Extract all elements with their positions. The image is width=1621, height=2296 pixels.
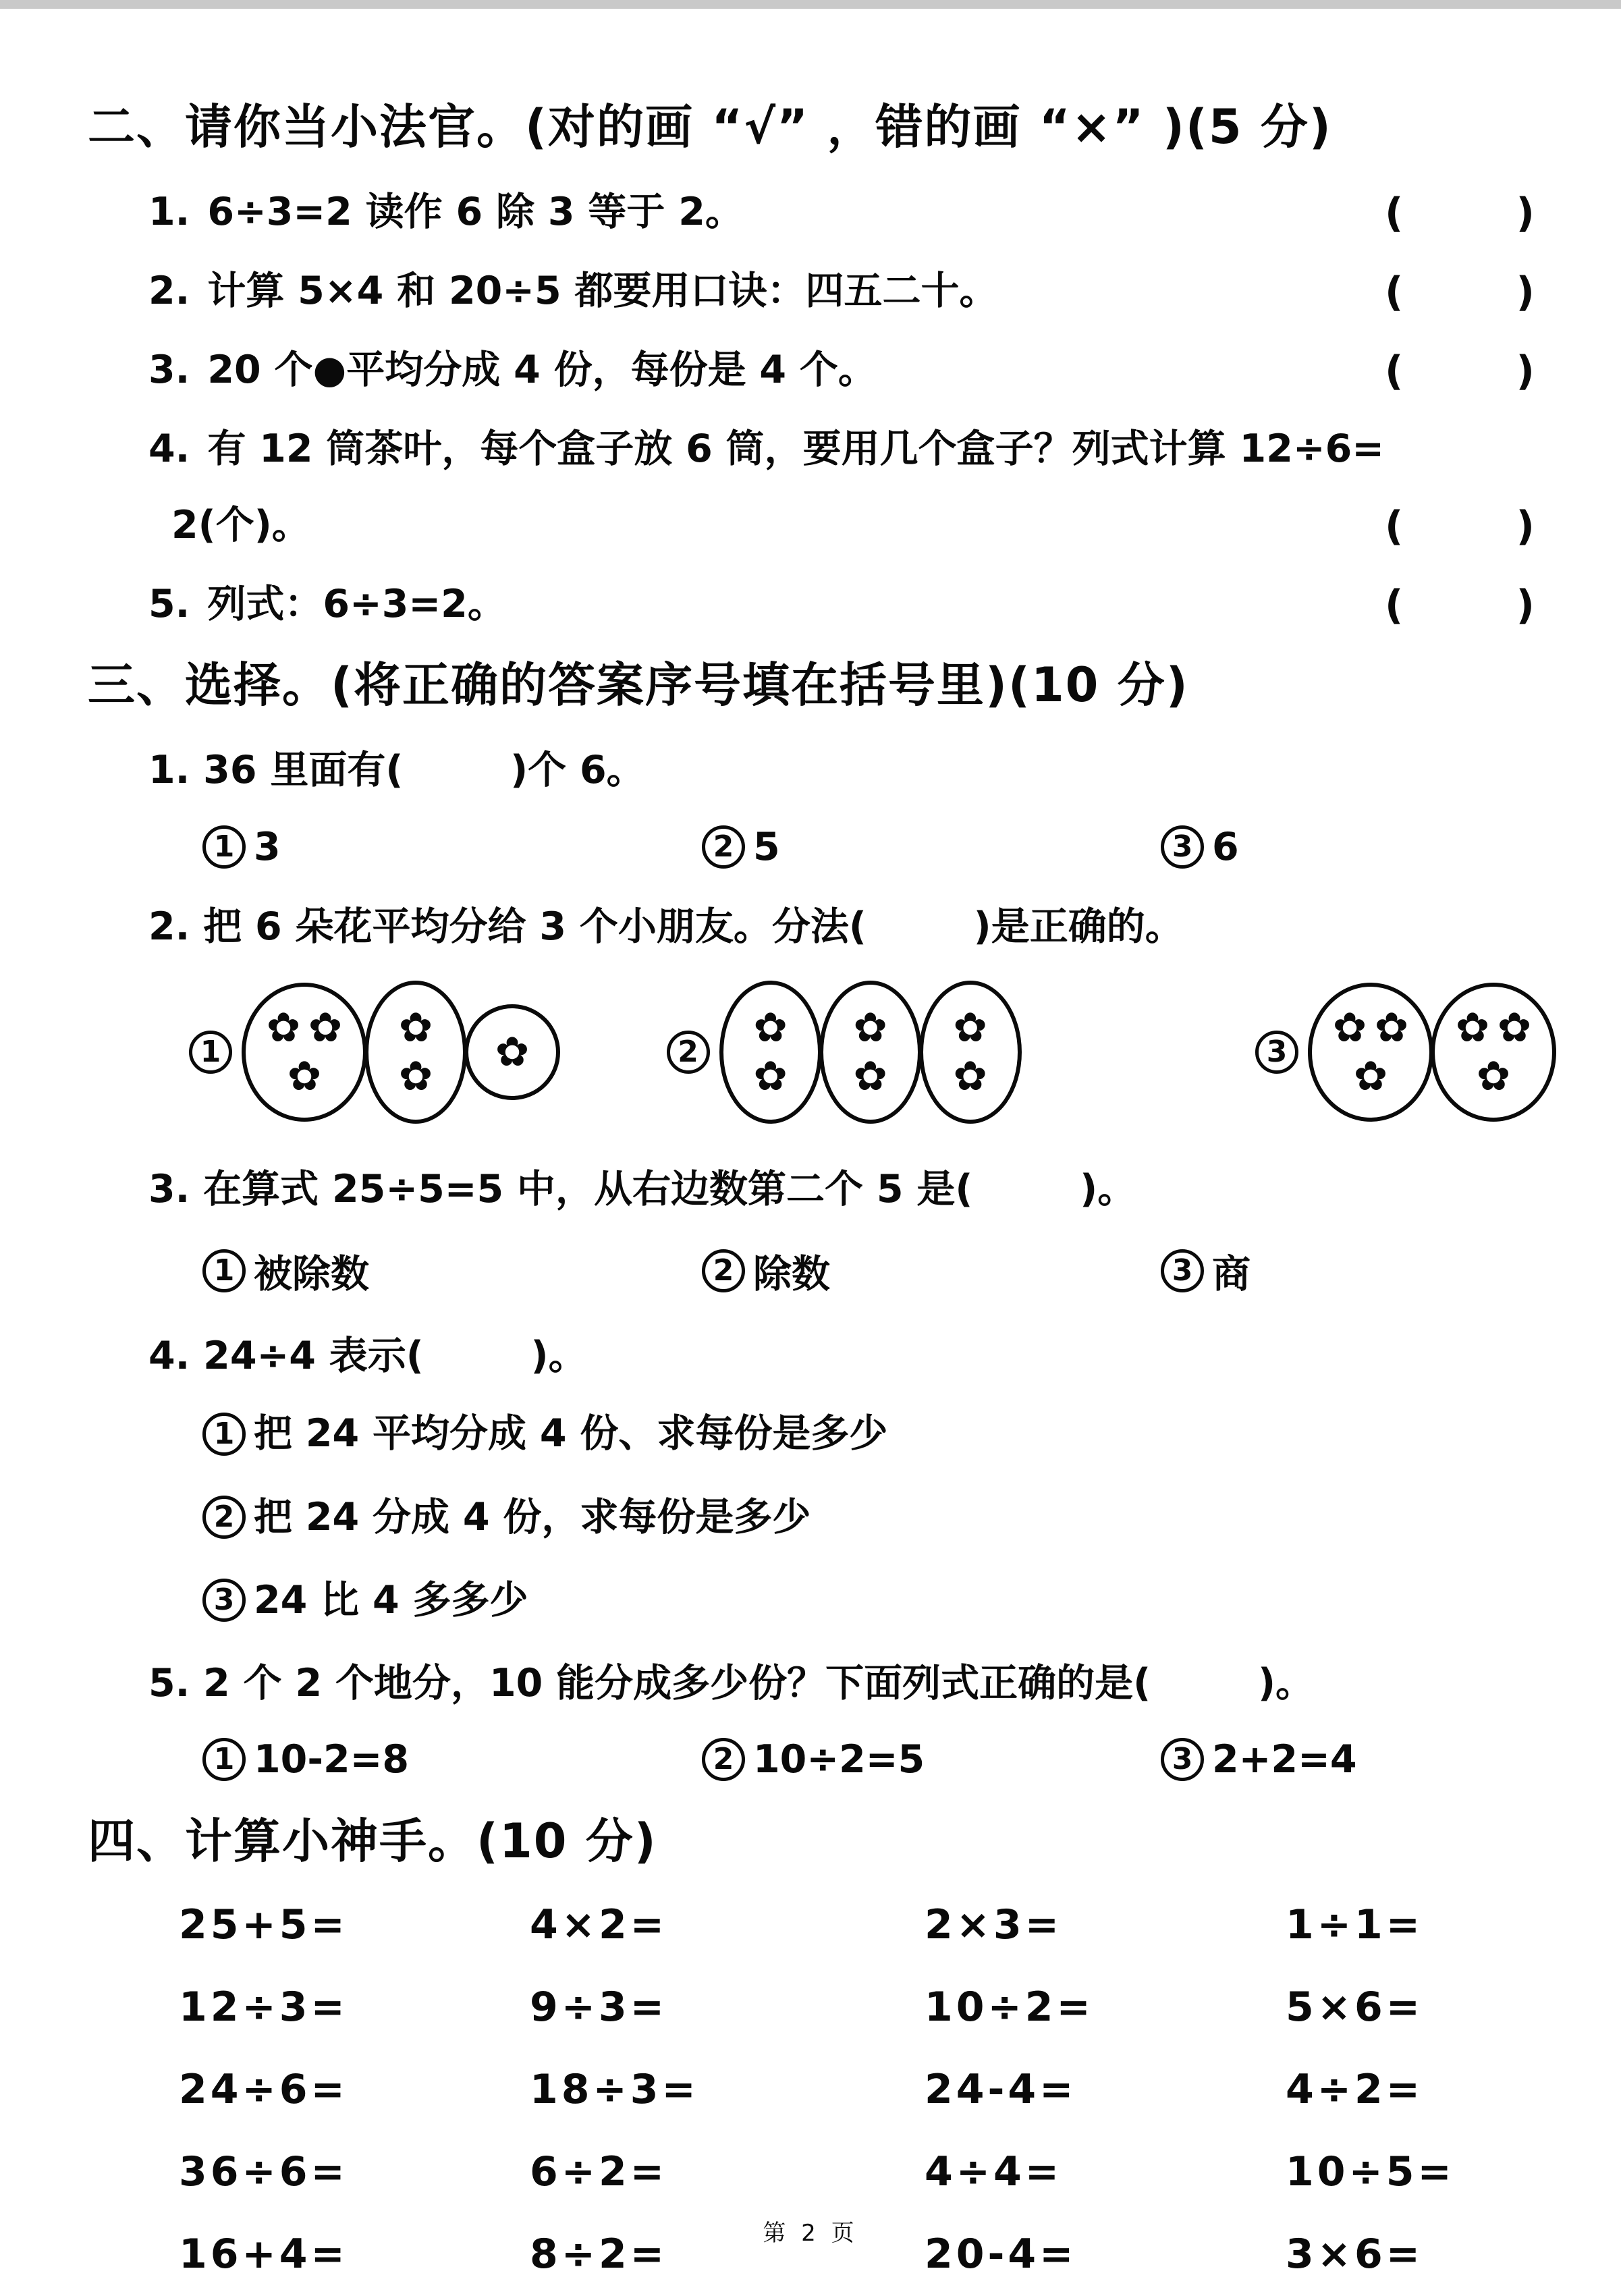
- calc-problem[interactable]: 24÷6=: [179, 2066, 348, 2114]
- answer-paren[interactable]: ( ): [1385, 503, 1535, 551]
- flower-icon: ✿: [1332, 1004, 1367, 1051]
- flower-circle: [242, 983, 367, 1122]
- item-text: 20 个●平均分成 4 份，每份是 4 个。: [207, 348, 877, 392]
- judge-item-3: [148, 346, 1554, 397]
- flower-option-3: [1255, 983, 1554, 1122]
- item-text-continued: 2(个)。: [171, 503, 310, 548]
- calc-problem[interactable]: 6÷2=: [530, 2148, 668, 2196]
- item-number: 2.: [148, 269, 190, 313]
- calc-problem[interactable]: 36÷6=: [179, 2148, 348, 2196]
- calc-problem[interactable]: 5×6=: [1286, 1984, 1424, 2031]
- choice-q4-option-3: [202, 1577, 1554, 1624]
- option-3: [1161, 1243, 1251, 1299]
- option-label: 10-2=8: [254, 1737, 410, 1782]
- flower-icon: ✿: [753, 1004, 788, 1051]
- calc-problem[interactable]: 18÷3=: [530, 2066, 699, 2114]
- choice-q2-text: 2. 把 6 朵花平均分给 3 个小朋友。分法( )是正确的。: [148, 904, 1184, 949]
- calc-problem[interactable]: 12÷3=: [179, 1984, 348, 2031]
- flower-circle: [464, 1004, 560, 1100]
- page-number: 第 2 页: [763, 2220, 858, 2247]
- flower-icon: ✿: [1374, 1004, 1409, 1051]
- option-number-badge: 2: [702, 1249, 745, 1292]
- choice-q1-text: 1. 36 里面有( )个 6。: [148, 748, 645, 793]
- option-number-badge: 1: [202, 1413, 246, 1456]
- option-label: 6: [1212, 824, 1239, 869]
- option-number-badge: 1: [202, 1738, 246, 1781]
- flower-icon: ✿: [953, 1052, 987, 1100]
- item-number: 1.: [148, 190, 190, 234]
- option-1: [202, 825, 702, 869]
- section-judge-title: 二、请你当小法官。(对的画 “√” ，错的画 “×” )(5 分): [88, 99, 1332, 155]
- choice-q4-option-2: [202, 1494, 1554, 1541]
- flower-option-1: [189, 981, 667, 1124]
- option-3: [1161, 1737, 1357, 1782]
- option-number-badge: 3: [1161, 1738, 1204, 1781]
- choice-q4-option-1: [202, 1410, 1554, 1458]
- option-2: [702, 1243, 1161, 1299]
- calc-problem[interactable]: 1÷1=: [1286, 1901, 1424, 1949]
- flower-icon: ✿: [1476, 1052, 1511, 1100]
- flower-icon: ✿: [266, 1004, 301, 1051]
- option-1: [202, 1243, 702, 1299]
- flower-icon: ✿: [308, 1004, 343, 1051]
- item-number: 4.: [148, 427, 190, 471]
- flower-circles: [1308, 983, 1554, 1122]
- judge-item-4: [148, 425, 1554, 473]
- option-label: 10÷2=5: [753, 1737, 925, 1782]
- item-text: 有 12 筒茶叶，每个盒子放 6 筒，要用几个盒子？列式计算 12÷6=: [207, 427, 1385, 471]
- choice-q3-options: [202, 1243, 1554, 1299]
- item-number: 3.: [148, 348, 190, 392]
- flower-icon: ✿: [1497, 1004, 1532, 1051]
- calc-problem[interactable]: 4×2=: [530, 1901, 668, 1949]
- flower-circle: [1308, 983, 1433, 1122]
- flower-icon: ✿: [398, 1004, 433, 1051]
- calc-problem[interactable]: 4÷4=: [925, 2148, 1063, 2196]
- item-number: 5.: [148, 582, 190, 627]
- option-label: 2+2=4: [1212, 1737, 1357, 1782]
- option-number-badge: 1: [202, 825, 246, 869]
- flower-circle: [364, 981, 467, 1124]
- flower-icon: ✿: [287, 1052, 322, 1100]
- answer-paren[interactable]: ( ): [1385, 582, 1535, 630]
- option-number-badge: 2: [702, 1738, 745, 1781]
- calc-problem[interactable]: 24-4=: [925, 2066, 1077, 2114]
- option-label: 把 24 平均分成 4 份、求每份是多少: [254, 1411, 888, 1456]
- option-number-badge: 1: [202, 1249, 246, 1292]
- flower-icon: ✿: [1353, 1052, 1388, 1100]
- answer-paren[interactable]: ( ): [1385, 348, 1535, 395]
- choice-q3-text: 3. 在算式 25÷5=5 中，从右边数第二个 5 是( )。: [148, 1166, 1136, 1211]
- choice-q5-text: 5. 2 个 2 个地分，10 能分成多少份？下面列式正确的是( )。: [148, 1661, 1315, 1705]
- option-number-badge: 3: [1161, 825, 1204, 869]
- option-number-badge: 2: [202, 1496, 246, 1539]
- flower-option-2: [667, 981, 1255, 1124]
- calc-problem[interactable]: 10÷5=: [1286, 2148, 1455, 2196]
- flower-icon: ✿: [853, 1052, 887, 1100]
- flower-icon: ✿: [753, 1052, 788, 1100]
- judge-item-5: [148, 580, 1554, 631]
- judge-item-4-cont: [148, 501, 1554, 552]
- section-choice: [88, 659, 1554, 1782]
- section-judge: [88, 101, 1554, 631]
- option-number-badge: 3: [1255, 1031, 1298, 1074]
- option-number-badge: 2: [667, 1031, 710, 1074]
- calc-problem[interactable]: 25+5=: [179, 1901, 348, 1949]
- flower-icon: ✿: [953, 1004, 987, 1051]
- option-2: [702, 825, 1161, 869]
- option-2: [702, 1737, 1161, 1782]
- flower-circle: [719, 981, 822, 1124]
- option-label: 24 比 4 多多少: [254, 1577, 528, 1622]
- judge-item-2: [148, 267, 1554, 318]
- calc-problem[interactable]: 10÷2=: [925, 1984, 1094, 2031]
- flower-circle: [819, 981, 922, 1124]
- option-label: 商: [1212, 1252, 1251, 1296]
- option-label: 5: [753, 824, 780, 869]
- option-number-badge: 3: [202, 1579, 246, 1622]
- calc-problem[interactable]: 4÷2=: [1286, 2066, 1424, 2114]
- option-label: 被除数: [254, 1252, 369, 1296]
- section-calc-title: 四、计算小神手。(10 分): [88, 1813, 657, 1869]
- option-label: 除数: [753, 1252, 830, 1296]
- calc-problem[interactable]: 8÷2=: [530, 2231, 668, 2278]
- flower-figure: [189, 981, 1554, 1124]
- flower-icon: ✿: [853, 1004, 887, 1051]
- choice-q4-text: 4. 24÷4 表示( )。: [148, 1334, 587, 1378]
- scan-artifact-top: [0, 0, 1621, 9]
- answer-paren[interactable]: ( ): [1385, 190, 1535, 237]
- calc-problem[interactable]: 16+4=: [179, 2231, 348, 2278]
- choice-q5-options: [202, 1737, 1554, 1782]
- flower-circles: [719, 981, 1019, 1124]
- option-number-badge: 3: [1161, 1249, 1204, 1292]
- option-3: [1161, 825, 1239, 869]
- item-text: 列式：6÷3=2。: [207, 582, 506, 627]
- item-text: 6÷3=2 读作 6 除 3 等于 2。: [207, 190, 744, 234]
- option-number-badge: 2: [702, 825, 745, 869]
- choice-q1-options: [202, 825, 1554, 869]
- flower-icon: ✿: [398, 1052, 433, 1100]
- option-1: [202, 1737, 702, 1782]
- option-label: 把 24 分成 4 份，求每份是多少: [254, 1494, 811, 1539]
- flower-icon: ✿: [495, 1028, 530, 1076]
- section-calc: [88, 1815, 1554, 2276]
- judge-item-1: [148, 188, 1554, 239]
- item-text: 计算 5×4 和 20÷5 都要用口诀：四五二十。: [207, 269, 998, 313]
- calc-problem[interactable]: 20-4=: [925, 2231, 1077, 2278]
- flower-circle: [1431, 983, 1556, 1122]
- answer-paren[interactable]: ( ): [1385, 269, 1535, 316]
- flower-icon: ✿: [1455, 1004, 1490, 1051]
- flower-circle: [919, 981, 1022, 1124]
- section-choice-title: 三、选择。(将正确的答案序号填在括号里)(10 分): [88, 657, 1189, 713]
- calc-problem[interactable]: 3×6=: [1286, 2231, 1424, 2278]
- option-number-badge: 1: [189, 1031, 232, 1074]
- flower-circles: [242, 981, 557, 1124]
- calc-problem[interactable]: 9÷3=: [530, 1984, 668, 2031]
- option-label: 3: [254, 824, 281, 869]
- calc-problem[interactable]: 2×3=: [925, 1901, 1063, 1949]
